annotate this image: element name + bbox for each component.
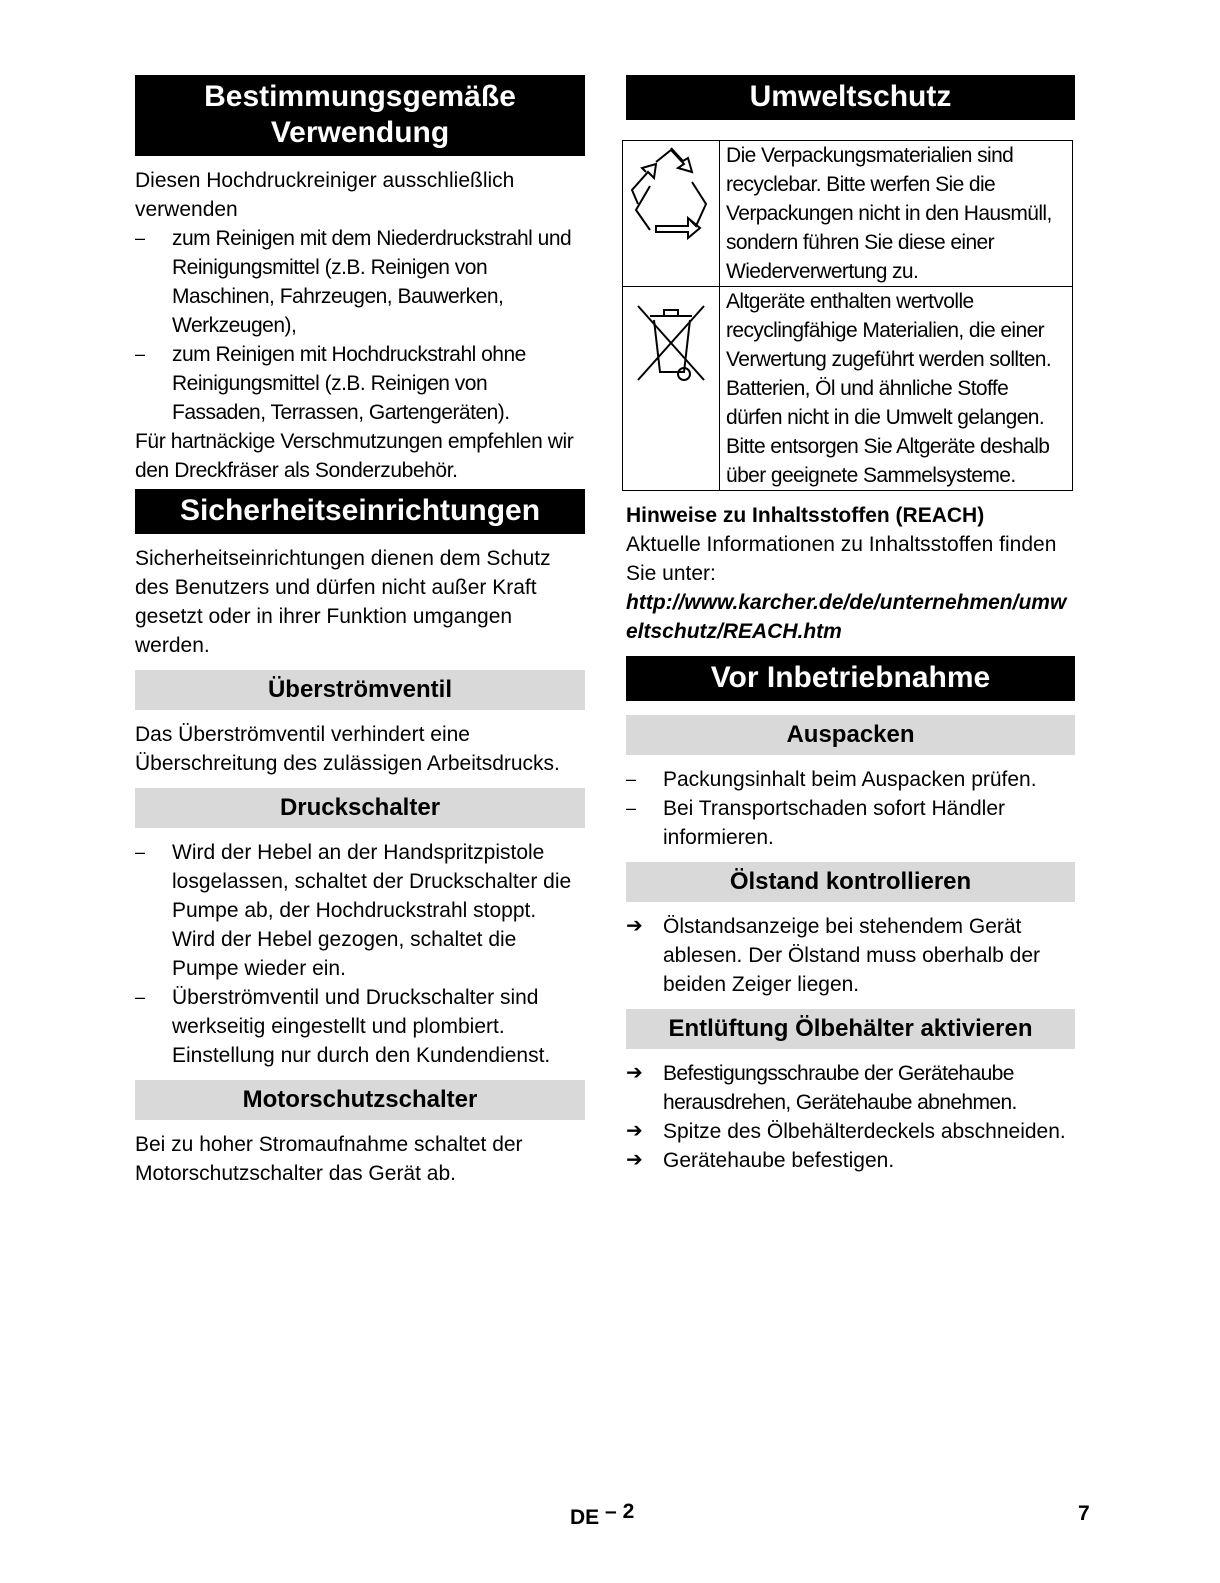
list-item: – Wird der Hebel an der Handspritzpistole losgelassen, schaltet der Druckschalter die Pumpe ab, der Hochdruckstrahl stoppt. Wird der Hebel gezogen, schaltet die Pumpe wieder ein. (135, 838, 585, 983)
section-heading-environment: Umweltschutz (626, 75, 1075, 120)
footer-dash: – (605, 1500, 617, 1523)
list-item: ➔ Befestigungsschraube der Gerätehaube herausdrehen, Gerätehaube abnehmen. (626, 1059, 1075, 1117)
list-item: – Packungsinhalt beim Auspacken prüfen. (626, 765, 1075, 794)
list-item: ➔ Gerätehaube befestigen. (626, 1146, 1075, 1175)
left-column (135, 75, 585, 1188)
list-item: – zum Reinigen mit dem Niederdruckstrahl und Reinigungsmittel (z.B. Reinigen von Maschinen, Fahrzeugen, Bauwerken, Werkzeugen), (135, 224, 585, 340)
footer-sub-page: 2 (622, 1500, 635, 1523)
page-number: 7 (1078, 1502, 1090, 1525)
footer-lang: DE (570, 1506, 600, 1529)
table-row (623, 141, 1073, 287)
section-heading-intended-use: Bestimmungsgemäße Verwendung (135, 75, 585, 156)
pressure-switch-list (135, 838, 585, 1070)
environment-table (622, 140, 1073, 491)
subheading-oil-vent: Entlüftung Ölbehälter aktivieren (626, 1009, 1075, 1049)
motor-protection-text: Bei zu hoher Stromaufnahme schaltet der Motorschutzschalter das Gerät ab. (135, 1133, 523, 1185)
right-column (626, 75, 1075, 1175)
environment-text-old-devices: Altgeräte enthalten wertvolle recyclingfähige Materialien, die einer Verwertung zugeführt werden sollten. Batterien, Öl und ähnliche Stoffe dürfen nicht in die Umwelt gelangen. Bitte entsorgen Sie Altgeräte deshalb über geeignete Sammelsysteme. (720, 287, 1073, 491)
recycling-icon (623, 141, 720, 287)
reach-link[interactable]: http://www.karcher.de/de/unternehmen/umweltschutz/REACH.htm (626, 591, 1067, 643)
section-heading-before-startup: Vor Inbetriebnahme (626, 656, 1075, 701)
intended-use-outro: Für hartnäckige Verschmutzungen empfehlen wir den Dreckfräser als Sonderzubehör. (135, 430, 574, 482)
subheading-overflow-valve: Überströmventil (135, 670, 585, 710)
subheading-oil-check: Ölstand kontrollieren (626, 862, 1075, 902)
table-row (623, 287, 1073, 491)
reach-text: Aktuelle Informationen zu Inhaltsstoffen finden Sie unter: (626, 533, 1057, 585)
subheading-motor-protection: Motorschutzschalter (135, 1080, 585, 1120)
safety-text: Sicherheitseinrichtungen dienen dem Schutz des Benutzers und dürfen nicht außer Kraft gesetzt oder in ihrer Funktion umgangen werden. (135, 547, 551, 657)
section-heading-safety: Sicherheitseinrichtungen (135, 489, 585, 534)
list-item: ➔ Spitze des Ölbehälterdeckels abschneiden. (626, 1117, 1075, 1146)
list-item: – Bei Transportschaden sofort Händler informieren. (626, 794, 1075, 852)
intended-use-list (135, 224, 585, 427)
overflow-valve-text: Das Überströmventil verhindert eine Überschreitung des zulässigen Arbeitsdrucks. (135, 723, 560, 775)
list-item: – zum Reinigen mit Hochdruckstrahl ohne Reinigungsmittel (z.B. Reinigen von Fassaden, Terrassen, Gartengeräten). (135, 340, 585, 427)
unpacking-list (626, 765, 1075, 852)
subheading-pressure-switch: Druckschalter (135, 788, 585, 828)
environment-text-packaging: Die Verpackungsmaterialien sind recyclebar. Bitte werfen Sie die Verpackungen nicht in den Hausmüll, sondern führen Sie diese einer Wiederverwertung zu. (720, 141, 1073, 287)
list-item: ➔ Ölstandsanzeige bei stehendem Gerät ablesen. Der Ölstand muss oberhalb der beiden Zeiger liegen. (626, 912, 1075, 999)
list-item: – Überströmventil und Druckschalter sind werkseitig eingestellt und plombiert. Einstellung nur durch den Kundendienst. (135, 983, 585, 1070)
crossed-out-bin-icon (623, 287, 720, 491)
oil-vent-list (626, 1059, 1075, 1175)
intended-use-intro: Diesen Hochdruckreiniger ausschließlich verwenden (135, 169, 515, 221)
footer-language-label (570, 1500, 634, 1530)
subheading-unpacking: Auspacken (626, 715, 1075, 755)
reach-title: Hinweise zu Inhaltsstoffen (REACH) (626, 504, 985, 527)
oil-check-list (626, 912, 1075, 999)
